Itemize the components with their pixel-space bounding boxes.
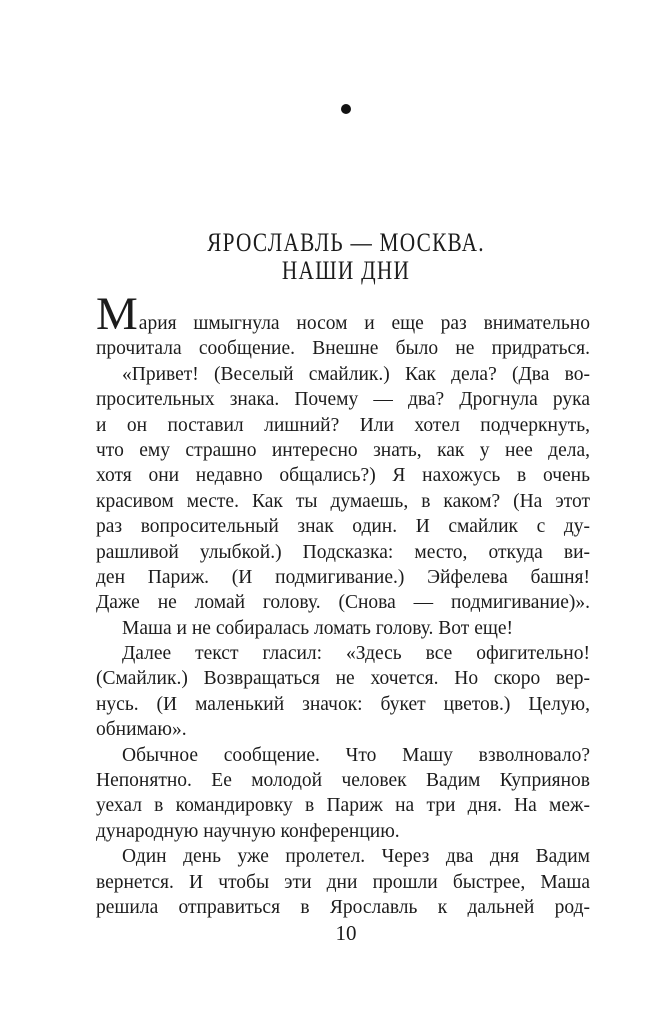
chapter-title-line-2: НАШИ ДНИ	[281, 255, 411, 285]
text-line: хотя они недавно общались?) Я нахожусь в очень	[96, 465, 590, 487]
text-line: Обычное сообщение. Что Машу взволновало?	[122, 744, 590, 766]
text-line: ден Париж. (И подмигивание.) Эйфелева башня!	[96, 566, 590, 588]
text-line: «Привет! (Веселый смайлик.) Как дела? (Два во-	[122, 363, 590, 385]
text-line: рашливой улыбкой.) Подсказка: место, откуда ви-	[96, 541, 590, 563]
text-line: Один день уже пролетел. Через два дня Вадим	[122, 846, 590, 868]
text-line: решила отправиться в Ярославль к дальней род-	[96, 896, 590, 918]
text-line: Далее текст гласил: «Здесь все офигительно!	[122, 643, 590, 665]
text-line: (Смайлик.) Возвращаться не хочется. Но скоро вер-	[96, 668, 590, 690]
dropcap-letter: М	[96, 288, 139, 340]
text-line: просительных знака. Почему — два? Дрогнула рука	[96, 389, 590, 411]
text-line: нусь. (И маленький значок: букет цветов.) Целую,	[96, 693, 590, 715]
body-text	[96, 288, 590, 920]
text-line: что ему страшно интересно знать, как у нее дела,	[96, 439, 590, 461]
text-line: и он поставил лишний? Или хотел подчеркнуть,	[96, 414, 590, 436]
text-line: раз вопросительный знак один. И смайлик с ду-	[96, 516, 590, 538]
section-divider	[96, 104, 596, 114]
text-line: вернется. И чтобы эти дни прошли быстрее, Маша	[96, 871, 590, 893]
text-line: Маша и не собиралась ломать голову. Вот еще!	[122, 617, 514, 639]
chapter-title-line-1: ЯРОСЛАВЛЬ — МОСКВА.	[207, 228, 485, 257]
text-line: дународную научную конференцию.	[96, 820, 400, 842]
text-line: прочитала сообщение. Внешне было не придраться.	[96, 338, 590, 360]
chapter-title	[96, 229, 596, 284]
text-line: Мария шмыгнула носом и еще раз внимательно	[96, 288, 590, 340]
page-number: 10	[335, 921, 357, 945]
text-line: красивом месте. Как ты думаешь, в каком? (На этот	[96, 490, 590, 512]
text-line: обнимаю».	[96, 719, 187, 741]
text-line: Непонятно. Ее молодой человек Вадим Куприянов	[96, 770, 590, 792]
text-line: Даже не ломай голову. (Снова — подмигивание)».	[96, 592, 590, 614]
section-divider-dot-icon	[341, 104, 351, 114]
text-line: уехал в командировку в Париж на три дня. На меж-	[96, 795, 590, 817]
